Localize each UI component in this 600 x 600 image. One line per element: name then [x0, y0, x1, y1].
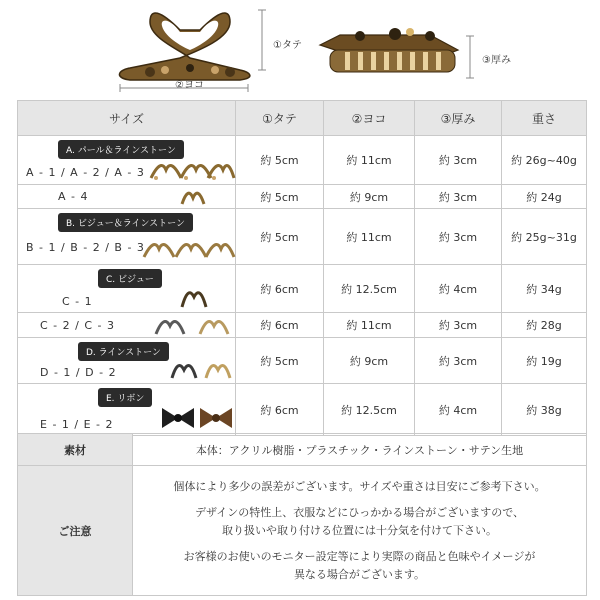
cell-tate: 約 6cm: [236, 313, 324, 338]
clip-side-photo: [320, 28, 458, 72]
cell-atsumi: 約 3cm: [415, 338, 502, 384]
cell-weight: 約 34g: [502, 265, 587, 313]
cell-atsumi: 約 3cm: [415, 136, 502, 185]
table-row: [18, 313, 587, 338]
cell-atsumi: 約 4cm: [415, 265, 502, 313]
cell-atsumi: 約 4cm: [415, 384, 502, 436]
note-line: お客様のお使いのモニター設定等により実際の商品と色味やイメージが: [183, 549, 536, 563]
size-cell: [18, 338, 236, 384]
yoko-dimension-label: ②ヨコ: [175, 80, 204, 91]
cell-yoko: 約 9cm: [324, 338, 415, 384]
table-row: [18, 338, 587, 384]
table-row: [18, 209, 587, 265]
cell-weight: 約 26g~40g: [502, 136, 587, 185]
group-label-d: D. ラインストーン: [78, 342, 169, 361]
material-label: 素材: [18, 434, 133, 466]
size-cell: [18, 265, 236, 313]
clip-thumbnails: [168, 356, 238, 382]
cell-yoko: 約 11cm: [324, 313, 415, 338]
clip-thumbnail: [178, 186, 208, 208]
row-code: D - 1 / D - 2: [40, 366, 117, 379]
note-line: 異なる場合がございます。: [293, 567, 426, 581]
cell-weight: 約 19g: [502, 338, 587, 384]
header-size: サイズ: [18, 101, 236, 136]
cell-tate: 約 5cm: [236, 338, 324, 384]
cell-yoko: 約 12.5cm: [324, 265, 415, 313]
material-value: 本体：アクリル樹脂・プラスチック・ラインストーン・サテン生地: [133, 434, 587, 466]
row-code: C - 2 / C - 3: [40, 319, 115, 332]
header-atsumi: ③厚み: [415, 101, 502, 136]
table-row: [18, 265, 587, 313]
tate-dimension-label: ①タテ: [273, 40, 302, 51]
size-cell: [18, 136, 236, 185]
ribbon-thumbnails: [160, 402, 236, 434]
info-table: [17, 433, 587, 596]
group-label-e: E. リボン: [98, 388, 152, 407]
row-code: E - 1 / E - 2: [40, 418, 114, 431]
cell-tate: 約 6cm: [236, 384, 324, 436]
cell-weight: 約 38g: [502, 384, 587, 436]
table-row: [18, 384, 587, 436]
cell-atsumi: 約 3cm: [415, 313, 502, 338]
row-code: B - 1 / B - 2 / B - 3: [26, 241, 145, 254]
notes-label: ご注意: [18, 466, 133, 596]
cell-tate: 約 5cm: [236, 136, 324, 185]
clip-thumbnail: [178, 283, 210, 311]
table-header-row: [18, 101, 587, 136]
cell-yoko: 約 12.5cm: [324, 384, 415, 436]
size-cell: [18, 384, 236, 436]
note-line: 個体により多少の誤差がございます。サイズや重さは目安にご参考下さい。: [173, 479, 546, 493]
table-row: [18, 185, 587, 209]
group-label-a: A. パール＆ラインストーン: [58, 140, 184, 159]
row-code: C - 1: [62, 295, 93, 308]
clip-front-photo: [119, 13, 249, 80]
row-code: A - 4: [58, 190, 89, 203]
table-row: [18, 136, 587, 185]
cell-yoko: 約 11cm: [324, 136, 415, 185]
cell-tate: 約 5cm: [236, 209, 324, 265]
material-row: [18, 434, 587, 466]
header-yoko: ②ヨコ: [324, 101, 415, 136]
cell-tate: 約 6cm: [236, 265, 324, 313]
note-line: デザインの特性上、衣服などにひっかかる場合がございますので、: [194, 505, 524, 519]
dimension-illustration: [0, 0, 600, 100]
size-cell: [18, 185, 236, 209]
row-code: A - 1 / A - 2 / A - 3: [26, 166, 145, 179]
clip-thumbnails: [140, 233, 236, 263]
cell-yoko: 約 9cm: [324, 185, 415, 209]
group-label-c: C. ビジュー: [98, 269, 162, 288]
cell-yoko: 約 11cm: [324, 209, 415, 265]
cell-weight: 約 24g: [502, 185, 587, 209]
note-line: 取り扱いや取り付ける位置には十分気を付けて下さい。: [222, 523, 497, 537]
group-label-b: B. ビジュー＆ラインストーン: [58, 213, 193, 232]
notes-row: [18, 466, 587, 596]
size-cell: [18, 313, 236, 338]
header-tate: ①タテ: [236, 101, 324, 136]
cell-atsumi: 約 3cm: [415, 209, 502, 265]
cell-atsumi: 約 3cm: [415, 185, 502, 209]
size-cell: [18, 209, 236, 265]
notes-content: [133, 466, 587, 596]
cell-weight: 約 28g: [502, 313, 587, 338]
header-weight: 重さ: [502, 101, 587, 136]
clip-thumbnails: [146, 156, 236, 184]
atsumi-dimension-label: ③厚み: [482, 55, 511, 66]
cell-weight: 約 25g~31g: [502, 209, 587, 265]
cell-tate: 約 5cm: [236, 185, 324, 209]
size-table: [17, 100, 587, 436]
clip-thumbnails: [152, 314, 236, 337]
